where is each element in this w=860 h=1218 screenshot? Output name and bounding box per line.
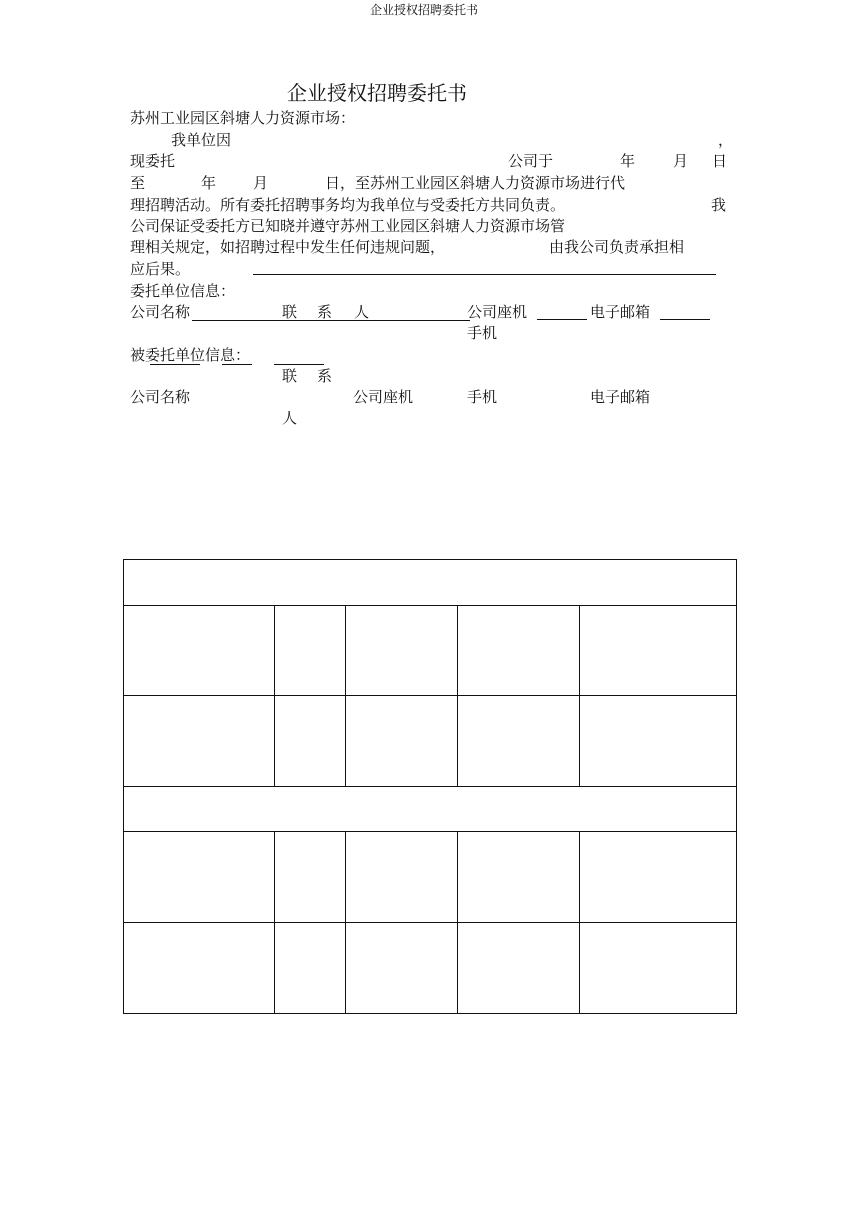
entrusting-email-label: 电子邮箱 (590, 303, 651, 321)
document-title: 企业授权招聘委托书 (287, 81, 467, 105)
table-col-divider (457, 831, 458, 1013)
entrusted-email-label: 电子邮箱 (590, 388, 651, 406)
p1-start-month: 月 (673, 152, 689, 170)
p1-comma: ， (718, 131, 734, 149)
p1-end-day-line: 日，至苏州工业园区斜塘人力资源市场进行代 (325, 174, 626, 192)
entrusting-email-line (660, 319, 710, 320)
table-col-divider (274, 831, 275, 1013)
entrusted-heading-line-2 (222, 364, 252, 365)
entrusted-heading-line-3 (274, 364, 324, 365)
entrusting-company-label: 公司名称 (130, 303, 191, 321)
entrusting-mobile-label: 手机 (467, 324, 498, 342)
p1-line4-end: 我 (711, 196, 727, 214)
table-col-divider (579, 831, 580, 1013)
signature-line (253, 274, 716, 275)
table-col-divider (579, 605, 580, 786)
table-row-divider (124, 786, 736, 787)
p1-line5: 公司保证受委托方已知晓并遵守苏州工业园区斜塘人力资源市场管 (130, 217, 566, 235)
p1-end-year: 年 (201, 174, 217, 192)
entrusted-heading-line-1 (150, 364, 200, 365)
entrusting-landline-label: 公司座机 (467, 303, 528, 321)
entrusted-contact-3: 人 (282, 409, 298, 427)
p1-line6-b: 由我公司负责承担相 (549, 238, 685, 256)
p1-start-day: 日 (712, 152, 728, 170)
table-col-divider (345, 831, 346, 1013)
p1-line4: 理招聘活动。所有委托招聘事务均为我单位与受委托方共同负责。 (130, 196, 566, 214)
entrusting-contact-1: 联 (282, 303, 298, 321)
p1-intro: 我单位因 (171, 131, 232, 149)
table-col-divider (345, 605, 346, 786)
table-row-divider (124, 831, 736, 832)
entrusted-contact-1: 联 (282, 367, 298, 385)
p1-to: 至 (130, 174, 146, 192)
entrusting-contact-2: 系 (317, 303, 333, 321)
p1-line6: 理相关规定，如招聘过程中发生任何违规问题， (130, 238, 446, 256)
table-row-divider (124, 695, 736, 696)
table-row-divider (124, 922, 736, 923)
info-table (123, 559, 737, 1014)
table-col-divider (457, 605, 458, 786)
running-header: 企业授权招聘委托书 (370, 3, 479, 17)
entrusting-heading: 委托单位信息： (130, 282, 236, 300)
p1-company-on: 公司于 (508, 152, 554, 170)
p1-entrust: 现委托 (130, 152, 176, 170)
entrusted-heading: 被委托单位信息： (130, 346, 251, 364)
salutation: 苏州工业园区斜塘人力资源市场： (130, 109, 356, 127)
entrusted-mobile-label: 手机 (467, 388, 498, 406)
entrusting-contact-3: 人 (354, 303, 370, 321)
entrusted-landline-label: 公司座机 (353, 388, 414, 406)
p1-end-month: 月 (253, 174, 269, 192)
entrusted-company-label: 公司名称 (130, 388, 191, 406)
table-col-divider (274, 605, 275, 786)
p1-start-year: 年 (620, 152, 636, 170)
entrusted-contact-2: 系 (317, 367, 333, 385)
p1-line7: 应后果。 (130, 260, 191, 278)
table-row-divider (124, 605, 736, 606)
entrusting-landline-line (537, 319, 587, 320)
